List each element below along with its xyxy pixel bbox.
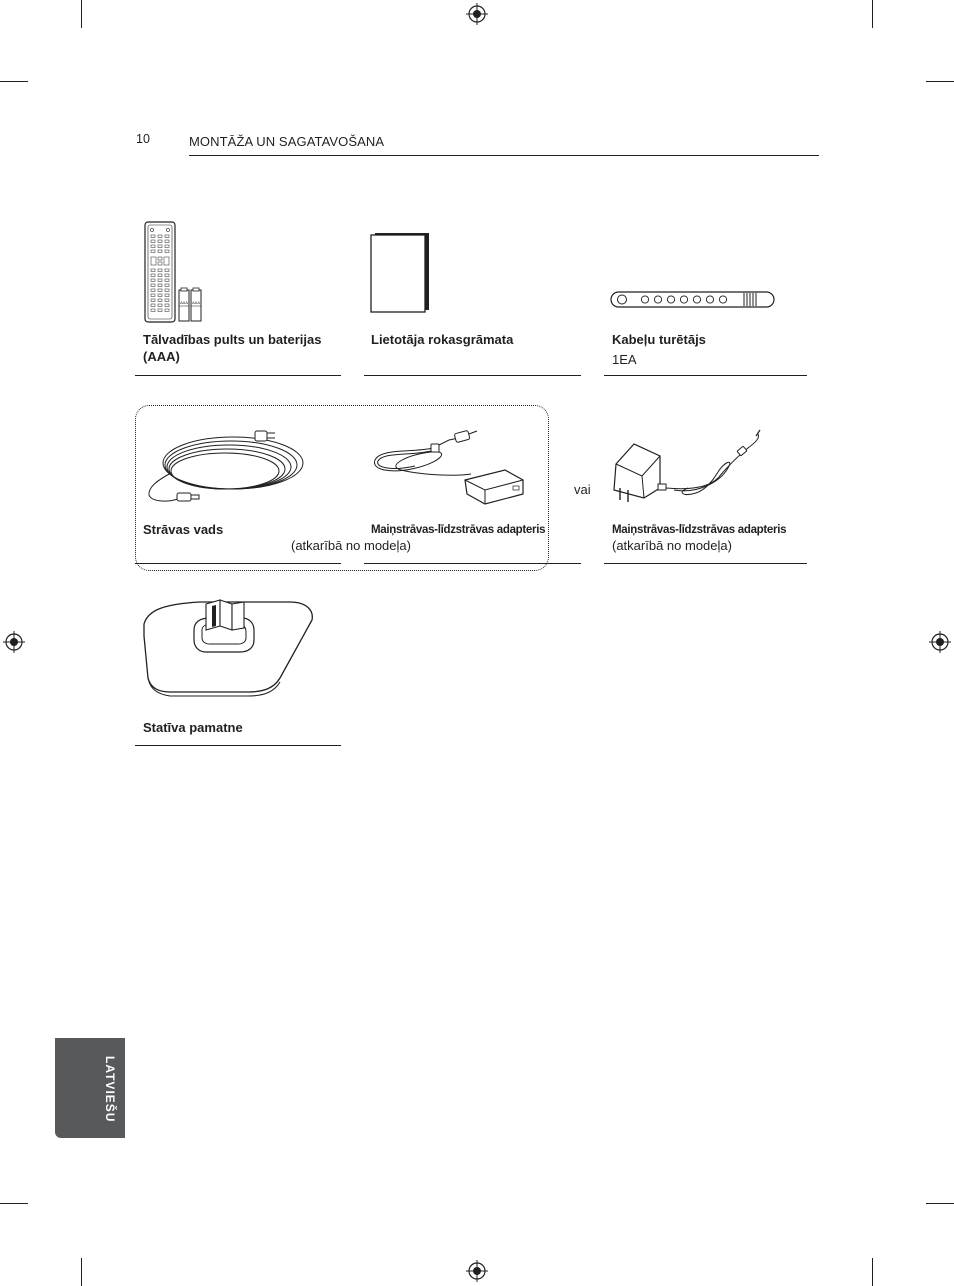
item-divider: [135, 745, 341, 746]
item-label-manual: Lietotāja rokasgrāmata: [371, 332, 514, 347]
crop-mark: [872, 0, 873, 28]
item-divider: [135, 375, 341, 376]
registration-mark-icon: [929, 631, 951, 653]
crop-mark: [81, 1258, 82, 1286]
battery-label: AAA: [191, 300, 201, 305]
cable-holder-icon: [610, 290, 776, 310]
item-note-model-dependent: (atkarībā no modeļa): [291, 538, 411, 553]
language-tab: [55, 1038, 125, 1138]
item-divider: [364, 375, 581, 376]
item-divider: [364, 563, 581, 564]
item-divider: [604, 375, 807, 376]
crop-mark: [0, 81, 28, 82]
item-note-quantity: 1EA: [612, 352, 637, 367]
adapter-brick-icon: [371, 428, 531, 508]
language-tab-label: LATVIEŠU: [103, 1056, 117, 1123]
item-note-model-dependent: (atkarībā no modeļa): [612, 538, 732, 553]
crop-mark: [926, 81, 954, 82]
stand-base-icon: [140, 596, 316, 700]
battery-label: AAA: [179, 300, 189, 305]
header-rule: [189, 155, 819, 156]
page-number: 10: [136, 132, 150, 146]
crop-mark: [81, 0, 82, 28]
or-label: vai: [574, 482, 591, 497]
power-cord-icon: [143, 425, 309, 507]
crop-mark: [0, 1203, 28, 1204]
crop-mark: [872, 1258, 873, 1286]
item-label-remote: Tālvadības pults un baterijas (AAA): [143, 332, 322, 364]
registration-mark-icon: [466, 1260, 488, 1282]
adapter-wall-icon: [608, 428, 774, 512]
item-label-power-cord: Strāvas vads: [143, 522, 224, 537]
registration-mark-icon: [466, 3, 488, 25]
remote-control-icon: [143, 220, 207, 324]
item-label-adapter-wall: Maiņstrāvas-līdzstrāvas adapteris: [612, 524, 787, 536]
section-title: MONTĀŽA UN SAGATAVOŠANA: [189, 134, 385, 149]
item-label-stand-base: Statīva pamatne: [143, 720, 243, 735]
item-divider: [604, 563, 807, 564]
item-divider: [135, 563, 341, 564]
registration-mark-icon: [3, 631, 25, 653]
crop-mark: [926, 1203, 954, 1204]
item-label-cable-holder: Kabeļu turētājs: [612, 332, 706, 347]
manual-booklet-icon: [369, 231, 431, 313]
item-label-adapter-brick: Maiņstrāvas-līdzstrāvas adapteris: [371, 524, 546, 536]
